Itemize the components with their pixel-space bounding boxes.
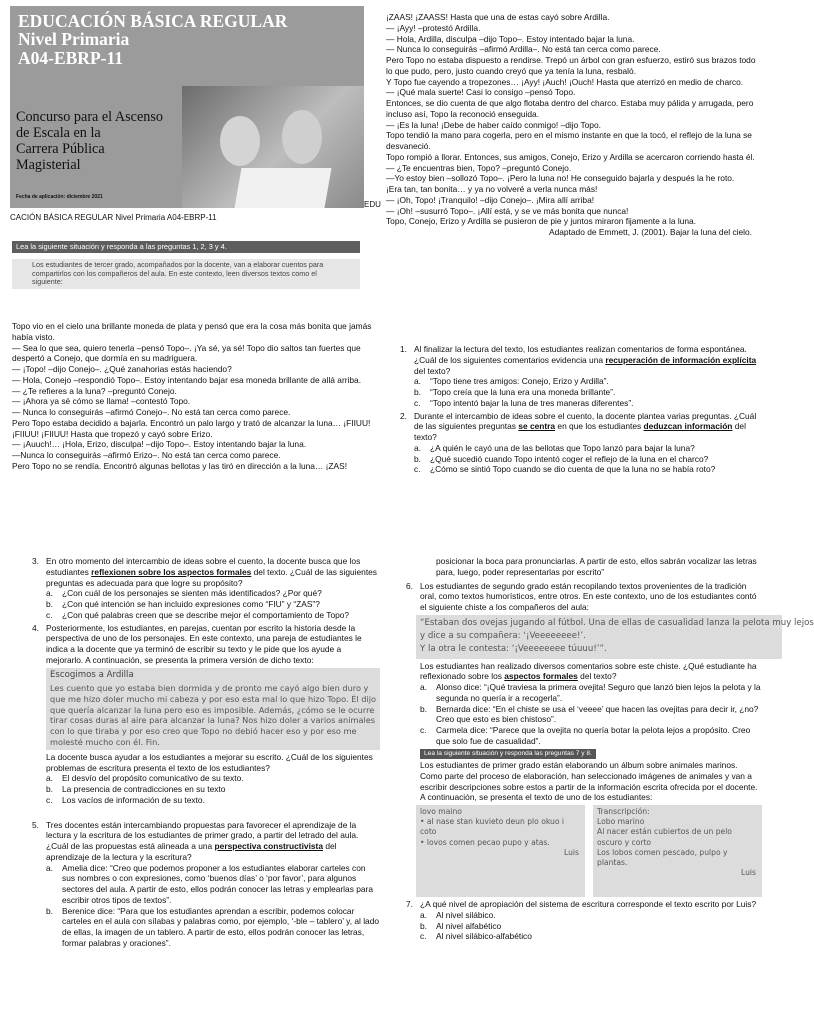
key-phrase: perspectiva constructivista — [214, 841, 324, 852]
option: a. ¿Con cuál de los personajes se sienten más identificados? ¿Por qué? — [46, 588, 322, 599]
question-1: 1. Al finalizar la lectura del texto, los estudiantes realizan comentarios de forma espontánea. ¿Cuál de los siguientes comentarios evidencia una recuperación de información explícita del texto? a. “Topo tiene tres amigos: Conejo, Erizo y Ardilla”. b. “Topo creía que la luna era una moneda brillante”. c. “Topo intentó bajar la luna de tres maneras diferentes”. — [398, 344, 762, 409]
option: c. Los vacíos de información de su texto. — [46, 794, 205, 805]
question-7: 7. ¿A qué nivel de apropiación del sistema de escritura corresponde el texto escrito por Luis? a. Al nivel silábico. b. Al nivel alfabético c. Al nivel silábico-alfabético — [404, 899, 762, 942]
question-6: 6. Los estudiantes de segundo grado están recopilando textos provenientes de la tradición oral, como textos humorísticos, entre otros. En este contexto, uno de los estudiantes contó el siguiente chiste a los compañeros del aula: — [406, 580, 757, 612]
context-2: Los estudiantes de primer grado están elaborando un álbum sobre animales marinos. Como parte del proceso de elaboración, han seleccionado imágenes de animales y van a escribir descripciones sobre estos a partir de la información escrita ofrecida por el docente. A continuación, se presenta el texto de uno de los estudiantes: — [420, 760, 758, 803]
option: b. ¿Con qué intención se han incluido expresiones como “FIU” y “ZAS”? — [46, 599, 320, 609]
option: b. Al nivel alfabético — [420, 920, 502, 931]
question-2: 2. Durante el intercambio de ideas sobre el cuento, la docente plantea varias preguntas. ¿Cuál de las siguientes preguntas se centra en que los estudiantes deduzcan información del texto? a. ¿A quién le cayó una de las bellotas que Topo lanzó para bajar la luna? b. ¿Qué sucedió cuando Topo intentó coger el reflejo de la luna en el charco? c. ¿Cómo se sintió Topo cuando se dio cuenta de que la luna no se había roto? — [398, 411, 762, 476]
cover-title: EDUCACIÓN BÁSICA REGULAR Nivel Primaria A04-EBRP-11 — [18, 11, 288, 68]
option: b. Berenice dice: “Para que los estudiantes aprendan a escribir, podemos colocar carteles en el aula con sílabas y palabras como, por ejemplo, ‘-ble – tablero’ y, al lado de ellas, la imagen de un tablero. A partir de esto, ellos podrán conocer las letras, formar palabras y oraciones”. — [46, 905, 380, 948]
option: b. Bernarda dice: “En el chiste se usa el ‘veeee’ que hacen las ovejitas para decir ir, ¿no? Creo que esto es bien chistoso”. — [420, 703, 759, 725]
option: c. “Topo intentó bajar la luna de tres maneras diferentes”. — [414, 397, 634, 408]
luis-text-box: lovo maino • al nase stan kuvieto deun plo okuo i coto • lovos comen pecao pupo y atas. Luis — [416, 805, 585, 897]
question-3: 3. En otro momento del intercambio de ideas sobre el cuento, la docente busca que los estudiantes reflexionen sobre los aspectos formales del texto. ¿Cuál de las siguientes preguntas es adecuada para que logre su propósito? a. ¿Con cuál de los personajes se sienten más identificados? ¿Por qué? b. ¿Con qué intención se han incluido expresiones como “FIU” y “ZAS”? c. ¿Con qué palabras creen que se describe mejor el comportamiento de Topo? — [30, 556, 380, 621]
cover-subtitle: Concurso para el Ascenso de Escala en la Carrera Pública Magisterial — [16, 109, 163, 173]
key-phrase: deduzcan información — [643, 421, 733, 432]
story-left-column: Topo vio en el cielo una brillante moneda de plata y pensó que era la cosa más bonita que jamás había visto. — Sea lo que sea, quiero tenerla –pensó Topo–. ¡Ya sé, ya sé! Topo dio saltos tan fuertes que despertó a Conejo, que dormía en su madriguera. — ¡Topo! –dijo Conejo–. ¿Qué zanahorias estás haciendo? — Hola, Conejo –respondió Topo–. Estoy intentando bajar esa moneda brillante de allá arriba. — ¿Te refieres a la luna? –preguntó Conejo. — ¡Ahora ya sé cómo se llama! –contestó Topo. — Nunca lo conseguirás –afirmó Conejo–. No está tan cerca como parece. Pero Topo estaba decidido a bajarla. Encontró un palo largo y trató de alcanzar la luna… ¡FIIUU! ¡FIIUU! ¡FIIUU! Hasta que tropezó y cayó sobre Erizo. — ¡Auuch!… ¡Hola, Erizo, disculpa! –dijo Topo–. Estoy intentando bajar la luna. —Nunca lo conseguirás –afirmó Erizo–. No está tan cerca como parece. Pero Topo no se rendía. Encontró algunas bellotas y las tiró en dirección a la luna… ¡ZAS! — [12, 321, 372, 471]
student-draft-box: Escogimos a Ardilla Les cuento que yo estaba bien dormida y de pronto me cayó algo bien duro y que me hizo doler mucho mi cabeza y por eso esta mal lo que hizo Topo. Él dijo que quería alcanzar la luna pero eso es imposible. Además, ¿cómo se le ocurre tirar cosas duras al aire para alcanzar la luna? Nos hizo doler a varios animales con lo que tiraba y por eso creo que Topo no debió hacer eso y por eso me molesté mucho con él. Fin. — [46, 668, 380, 750]
option: a. El desvío del propósito comunicativo de su texto. — [46, 773, 244, 784]
option: b. La presencia de contradicciones en su texto — [46, 784, 226, 795]
option: a. Alonso dice: “¡Qué traviesa la primera ovejita! Seguro que lanzó bien lejos la pelota y la segunda no quería ir a recogerla”. — [420, 682, 761, 703]
cover-image — [10, 6, 364, 208]
questions-1-2 — [398, 344, 762, 477]
key-phrase: aspectos formales — [504, 671, 578, 682]
option: c. ¿Cómo se sintió Topo cuando se dio cuenta de que la luna no se había roto? — [414, 464, 716, 475]
instruction-bar-1: Lea la siguiente situación y responda a las preguntas 1, 2, 3 y 4. — [12, 241, 360, 253]
option: a. Al nivel silábico. — [420, 909, 496, 920]
citation: Adaptado de Emmett, J. (2001). Bajar la luna del cielo. — [549, 227, 752, 237]
header-line: CACIÓN BÁSICA REGULAR Nivel Primaria A04-EBRP-11 — [10, 213, 217, 222]
option: c. ¿Con qué palabras creen que se describe mejor el comportamiento de Topo? — [46, 609, 350, 620]
edu-tag: EDU — [364, 200, 381, 209]
question-5: 5. Tres docentes están intercambiando propuestas para favorecer el aprendizaje de la lectura y la escritura de los estudiantes de primer grado, a partir del letrado del aula. ¿Cuál de las propuestas está alineada a una perspectiva constructivista del aprendizaje de la lectura y la escritura? a. Amelia dice: “Creo que podemos proponer a los estudiantes elaborar carteles con sus nombres o con expresiones, como ‘buenos días’ o ‘por favor’, para algunos sectores del aula. A partir de esto, ellos podrán conocer las letras y emplearlas para escribir otros tipos de textos”. b. Berenice dice: “Para que los estudiantes aprendan a escribir, podemos colocar carteles en el aula con sílabas y palabras como, por ejemplo, ‘-ble – tablero’ y, al lado de ellas, la imagen de un tablero. A partir de esto, ellos podrán conocer las letras, formar palabras y oraciones”. — [32, 819, 380, 948]
context-box-1: Los estudiantes de tercer grado, acompañados por la docente, van a elaborar cuentos para compartirlos con los compañeros del aula. En este contexto, leen diversos textos como el siguiente: — [12, 259, 360, 289]
student-writing-sample — [416, 805, 762, 897]
option: c. Carmela dice: “Parece que la ovejita no quería botar la pelota lejos a propósito. Creo que solo fue de casualidad”. — [420, 725, 751, 746]
option: a. Amelia dice: “Creo que podemos proponer a los estudiantes elaborar carteles con sus nombres o con expresiones, como ‘buenos días’ o ‘por favor’, para algunos sectores del aula. A partir de esto, ellos podrán conocer las letras y emplearlas para escribir otros tipos de textos”. — [46, 862, 373, 905]
option: c. Al nivel silábico-alfabético — [420, 931, 532, 942]
question-5-continued: posicionar la boca para pronunciarlas. A partir de esto, ellos sabrán vocalizar las letras para, luego, poder representarlas por escrito” — [436, 556, 757, 577]
questions-3-5: 3. En otro momento del intercambio de ideas sobre el cuento, la docente busca que los estudiantes reflexionen sobre los aspectos formales del texto. ¿Cuál de las siguientes preguntas es adecuada para que logre su propósito? a. ¿Con cuál de los personajes se sienten más identificados? ¿Por qué? b. ¿Con qué intención se han incluido expresiones como “FIU” y “ZAS”? c. ¿Con qué palabras creen que se describe mejor el comportamiento de Topo? 4. Posteriormente, los estudiantes, en parejas, cuentan por escrito la historia desde la perspectiva de uno de los personajes. En este contexto, una pareja de estudiantes le indica a la docente que ya terminó de escribir su texto y le pide que los ayude a mejorarlo. A continuación, se presenta la primera versión de dicho texto: Escogimos a Ardilla Les cuento que yo estaba bien dormida y de pronto me cayó algo bien duro y que me hizo doler mucho mi cabeza y por eso esta mal lo que hizo Topo. Él dijo que quería alcanzar la luna pero eso es imposible. Además, ¿cómo se le ocurre tirar cosas duras al aire para alcanzar la luna? Nos hizo doler a varios animales con lo que tiraba y por eso creo que Topo no debió hacer eso y por eso me molesté mucho con él. Fin. La docente busca ayudar a los estudiantes a mejorar su escrito. ¿Cuál de los siguientes problemas de escritura presenta el texto de los estudiantes? a. El desvío del propósito comunicativo de su texto. b. La presencia de contradicciones en su texto c. Los vacíos de información de su texto. 5. Tres docentes están intercambiando propuestas para favorecer el aprendizaje de la lectura y la escritura de los estudiantes de primer grado, a partir del letrado del aula. ¿Cuál de las propuestas está alineada a una perspectiva constructivista del aprendizaje de la lectura y la escritura? a. Amelia dice: “Creo que podemos proponer a los estudiantes elaborar carteles con sus nombres o con expresiones, como ‘buenos días’ o ‘por favor’, para algunos sectores del aula. A partir de esto, ellos podrán conocer las letras y emplearlas para escribir otros tipos de textos”. b. Berenice dice: “Para que los estudiantes aprendan a escribir, podemos colocar carteles en el aula con sílabas y palabras como, por ejemplo, ‘-ble – tablero’ y, al lado de ellas, la imagen de un tablero. A partir de esto, ellos podrán conocer las letras, formar palabras y oraciones”. — [32, 556, 380, 948]
key-phrase: reflexionen sobre los aspectos formales — [91, 566, 252, 577]
questions-5-7: posicionar la boca para pronunciarlas. A partir de esto, ellos sabrán vocalizar las letras para, luego, poder representarlas por escrito” 6. Los estudiantes de segundo grado están recopilando textos provenientes de la tradición oral, como textos humorísticos, entre otros. En este contexto, uno de los estudiantes contó el siguiente chiste a los compañeros del aula: “Estaban dos ovejas jugando al fútbol. Una de ellas de casualidad lanza la pelota muy lejos y dice a su compañera: ‘¡Veeeeeeee!’. Y la otra le contesta: ‘¡Veeeeeeee túuuu!’”. Los estudiantes han realizado diversos comentarios sobre este chiste. ¿Qué estudiante ha reflexionado sobre los aspectos formales del texto? a. Alonso dice: “¡Qué traviesa la primera ovejita! Seguro que lanzó bien lejos la pelota y la segunda no quería ir a recogerla”. b. Bernarda dice: “En el chiste se usa el ‘veeee’ que hacen las ovejitas para decir ir, ¿no? Creo que esto es bien chistoso”. c. Carmela dice: “Parece que la ovejita no quería botar la pelota lejos a propósito. Creo que solo fue de casualidad”. Lea la siguiente situación y responda las preguntas 7 y 8. Los estudiantes de primer grado están elaborando un álbum sobre animales marinos. Como parte del proceso de elaboración, han seleccionado imágenes de animales y van a escribir descripciones sobre estos a partir de la información escrita ofrecida por el docente. A continuación, se presenta el texto de uno de los estudiantes: lovo maino • al nase stan kuvieto deun plo okuo i coto • lovos comen pecao pupo y atas. Luis Transcripción: Lobo marino Al nacer están cubiertos de un pelo oscuro y corto Los lobos comen pescado, pulpo y plantas. Luis 7. ¿A qué nivel de apropiación del sistema de escritura corresponde el texto escrito por Luis? a. Al nivel silábico. b. Al nivel alfabético c. Al nivel silábico-alfabético — [406, 556, 814, 942]
question-4: 4. Posteriormente, los estudiantes, en parejas, cuentan por escrito la historia desde la perspectiva de uno de los personajes. En este contexto, una pareja de estudiantes le indica a la docente que ya terminó de escribir su texto y le pide que los ayude a mejorarlo. A continuación, se presenta la primera versión de dicho texto: — [32, 622, 362, 665]
option: a. ¿A quién le cayó una de las bellotas que Topo lanzó para bajar la luna? — [414, 442, 695, 453]
key-phrase: recuperación de información explícita — [605, 354, 757, 365]
key-phrase: se centra — [518, 421, 556, 432]
cover-date: Fecha de aplicación: diciembre 2021 — [16, 194, 103, 200]
students-photo — [182, 86, 364, 208]
page-break — [0, 533, 768, 553]
story-right-column: ¡ZAAS! ¡ZAASS! Hasta que una de estas cayó sobre Ardilla. — ¡Ayy! –protestó Ardilla. — Hola, Ardilla, disculpa –dijo Topo–. Estoy intentado bajar la luna. — Nunca lo conseguirás –afirmó Ardilla–. No está tan cerca como parece. Pero Topo no estaba dispuesto a rendirse. Trepó un árbol con gran esfuerzo, estiró sus brazos todo lo que pudo, pero, justo cuando creyó que ya tenía la luna, resbaló. Y Topo fue cayendo a tropezones… ¡Ayy! ¡Auch! ¡Ouch! Hasta que aterrizó en medio de charco. — ¡Qué mala suerte! Casi lo consigo –pensó Topo. Entonces, se dio cuenta de que algo flotaba dentro del charco. Estaba muy pálida y arrugada, pero incluso así, Topo la reconoció enseguida. — ¡Es la luna! ¡Debe de haber caído conmigo! –dijo Topo. Topo tendió la mano para cogerla, pero en el mismo instante en que la tocó, el reflejo de la luna se desvaneció. Topo rompió a llorar. Entonces, sus amigos, Conejo, Erizo y Ardilla se acercaron corriendo hasta él. — ¿Te encuentras bien, Topo? –preguntó Conejo. —Yo estoy bien –sollozó Topo–. ¡Pero la luna no! He conseguido bajarla y después la he roto. ¡Era tan, tan bonita… y ya no volveré a verla nunca más! — ¡Oh, Topo! ¡Tranquilo! –dijo Conejo–. ¡Mira allí arriba! — ¡Oh! –susurró Topo–. ¡Allí está, y se ve más bonita que nunca! Topo, Conejo, Erizo y Ardilla se pusieron de pie y juntos miraron fijamente a la luna. Adaptado de Emmett, J. (2001). Bajar la luna del cielo. — [386, 12, 760, 238]
joke-box: “Estaban dos ovejas jugando al fútbol. Una de ellas de casualidad lanza la pelota muy lejos y dice a su compañera: ‘¡Veeeeeeee!’. Y la otra le contesta: ‘¡Veeeeeeee túuuu!’”. — [416, 615, 782, 659]
transcription-box: Transcripción: Lobo marino Al nacer están cubiertos de un pelo oscuro y corto Los lobos comen pescado, pulpo y plantas. Luis — [593, 805, 762, 897]
option: b. ¿Qué sucedió cuando Topo intentó coger el reflejo de la luna en el charco? — [414, 453, 709, 464]
option: b. “Topo creía que la luna era una moneda brillante”. — [414, 387, 616, 397]
instruction-bar-2: Lea la siguiente situación y responda las preguntas 7 y 8. — [420, 749, 596, 759]
option: a. “Topo tiene tres amigos: Conejo, Erizo y Ardilla”. — [414, 376, 609, 387]
